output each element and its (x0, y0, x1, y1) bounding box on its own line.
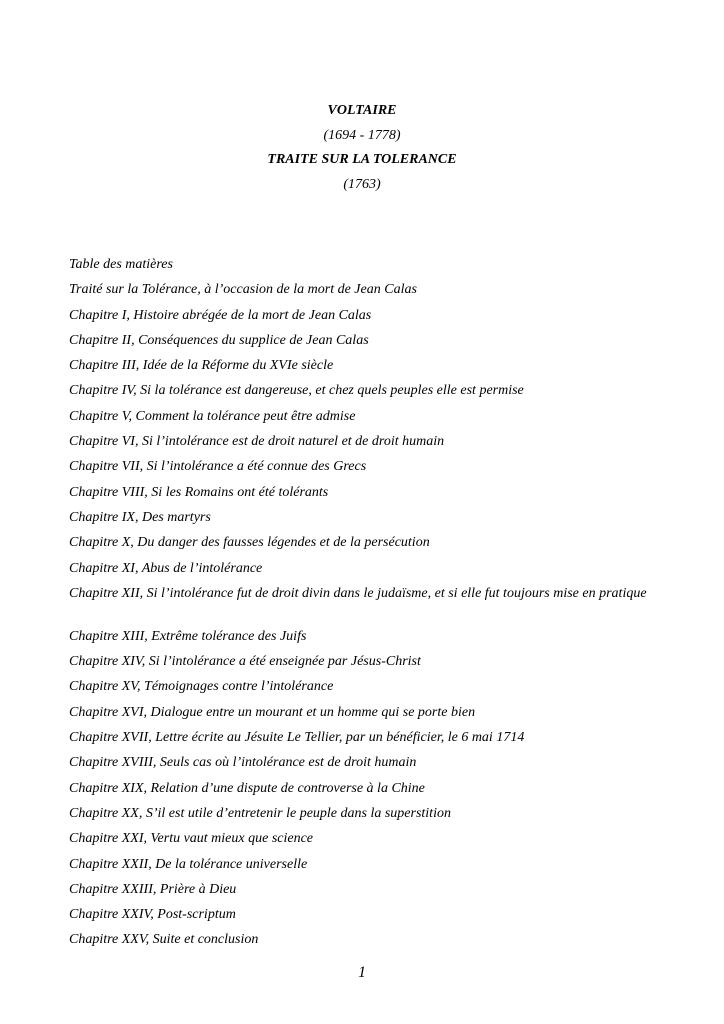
toc-entry[interactable]: Chapitre VII, Si l’intolérance a été connue des Grecs (69, 459, 367, 475)
toc-entry[interactable]: Chapitre XV, Témoignages contre l’intolérance (69, 679, 334, 695)
title-block (0, 101, 724, 199)
toc-entry[interactable]: Chapitre XI, Abus de l’intolérance (69, 560, 263, 576)
page-number: 1 (358, 964, 366, 981)
toc-entry[interactable]: Chapitre XVII, Lettre écrite au Jésuite Le Tellier, par un bénéficier, le 6 mai 1714 (69, 730, 525, 746)
toc-entry[interactable]: Chapitre III, Idée de la Réforme du XVIe siècle (69, 358, 334, 374)
toc-entry[interactable]: Chapitre X, Du danger des fausses légendes et de la persécution (69, 535, 430, 551)
toc-entry[interactable]: Chapitre XVI, Dialogue entre un mourant et un homme qui se porte bien (69, 704, 476, 720)
toc-entry[interactable]: Chapitre XX, S’il est utile d’entretenir le peuple dans la superstition (69, 805, 451, 821)
toc-entry[interactable]: Chapitre I, Histoire abrégée de la mort de Jean Calas (69, 307, 372, 323)
toc-entry[interactable]: Chapitre XIX, Relation d’une dispute de controverse à la Chine (69, 780, 425, 796)
toc-entry[interactable]: Chapitre VIII, Si les Romains ont été tolérants (69, 484, 329, 500)
toc-entry[interactable]: Chapitre XXIV, Post-scriptum (69, 907, 236, 923)
toc-entry[interactable]: Chapitre XXII, De la tolérance universelle (69, 856, 308, 872)
toc-entry[interactable]: Chapitre IX, Des martyrs (69, 509, 211, 525)
author-dates: (1694 - 1778) (323, 127, 401, 143)
toc-entry[interactable]: Chapitre VI, Si l’intolérance est de droit naturel et de droit humain (69, 434, 445, 450)
toc-entry[interactable]: Traité sur la Tolérance, à l’occasion de la mort de Jean Calas (69, 282, 417, 298)
toc-entry[interactable]: Chapitre XVIII, Seuls cas où l’intolérance est de droit humain (69, 755, 417, 771)
toc-entry[interactable]: Chapitre XII, Si l’intolérance fut de droit divin dans le judaïsme, et si elle fut toujours mise en pratique (69, 585, 647, 601)
toc-entry[interactable]: Chapitre XXV, Suite et conclusion (69, 932, 259, 948)
toc-entry[interactable]: Chapitre XIII, Extrême tolérance des Juifs (69, 628, 307, 644)
toc-entry[interactable]: Chapitre XXIII, Prière à Dieu (69, 881, 237, 897)
toc-entry[interactable]: Chapitre V, Comment la tolérance peut être admise (69, 408, 356, 424)
author-name: VOLTAIRE (327, 103, 397, 118)
work-title: TRAITE SUR LA TOLERANCE (267, 152, 457, 167)
toc-entry[interactable]: Chapitre IV, Si la tolérance est dangereuse, et chez quels peuples elle est permise (69, 383, 524, 399)
toc-heading: Table des matières (69, 257, 173, 272)
work-year: (1763) (343, 176, 381, 192)
toc-entry[interactable]: Chapitre II, Conséquences du supplice de Jean Calas (69, 332, 369, 348)
table-of-contents (69, 255, 654, 956)
toc-entry[interactable]: Chapitre XIV, Si l’intolérance a été enseignée par Jésus-Christ (69, 654, 421, 670)
toc-entry[interactable]: Chapitre XXI, Vertu vaut mieux que science (69, 831, 314, 847)
